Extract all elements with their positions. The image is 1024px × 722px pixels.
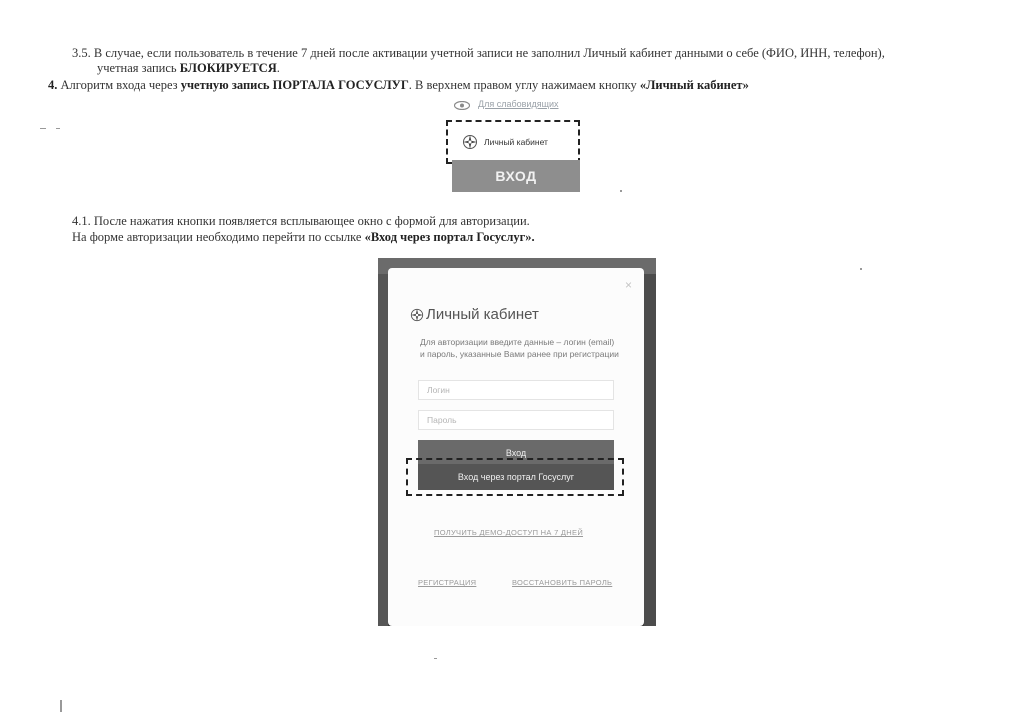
close-icon[interactable]: × xyxy=(624,278,632,292)
scan-speck xyxy=(56,128,60,129)
login-button-snippet[interactable]: ВХОД xyxy=(452,160,580,192)
eye-icon xyxy=(454,101,470,110)
login-input[interactable]: Логин xyxy=(418,380,614,400)
paragraph-3-5-line-1: 3.5. В случае, если пользователь в течение 7 дней после активации учетной записи не заполнил Личный кабинет данными о себе (ФИО, ИНН, телефон), xyxy=(72,46,885,60)
accessibility-link[interactable]: Для слабовидящих xyxy=(478,99,559,109)
p4-bold-a: учетную запись ПОРТАЛА ГОСУСЛУГ xyxy=(180,78,409,92)
restore-password-link[interactable]: ВОССТАНОВИТЬ ПАРОЛЬ xyxy=(512,578,613,587)
scan-speck xyxy=(40,128,46,129)
p41-bold-link: «Вход через портал Госуслуг». xyxy=(364,230,535,244)
compass-rose-icon xyxy=(462,134,478,150)
p41-prefix: На форме авторизации необходимо перейти по ссылке xyxy=(72,230,365,244)
login-modal-screenshot xyxy=(378,258,656,626)
login-modal xyxy=(388,268,644,626)
login-button[interactable]: Вход xyxy=(418,440,614,466)
background-left xyxy=(378,274,388,626)
p35-blocked-word: БЛОКИРУЕТСЯ xyxy=(179,61,277,75)
modal-title: Личный кабинет xyxy=(426,306,539,323)
paragraph-3-5-line-2 xyxy=(97,61,280,76)
personal-cabinet-label: Личный кабинет xyxy=(484,137,548,147)
register-link[interactable]: РЕГИСТРАЦИЯ xyxy=(418,578,477,587)
paragraph-4-1-line-2 xyxy=(72,230,535,245)
personal-cabinet-button[interactable] xyxy=(462,134,548,150)
paragraph-4 xyxy=(48,78,749,93)
p35-suffix: . xyxy=(276,61,280,75)
compass-rose-icon xyxy=(410,308,424,322)
gosuslugi-login-button[interactable]: Вход через портал Госуслуг xyxy=(418,464,614,490)
p4-text-a: Алгоритм входа через xyxy=(60,78,181,92)
modal-description: Для авторизации введите данные – логин (email) и пароль, указанные Вами ранее при регистрации xyxy=(420,337,619,359)
paragraph-4-1-line-1: 4.1. После нажатия кнопки появляется всплывающее окно с формой для авторизации. xyxy=(72,214,530,228)
password-input[interactable]: Пароль xyxy=(418,410,614,430)
background-right xyxy=(644,274,656,626)
header-snippet-screenshot xyxy=(444,98,586,196)
p4-text-b: . В верхнем правом углу нажимаем кнопку xyxy=(408,78,640,92)
demo-access-link[interactable]: ПОЛУЧИТЬ ДЕМО-ДОСТУП НА 7 ДНЕЙ xyxy=(434,528,584,537)
scan-speck xyxy=(434,658,437,659)
p4-number: 4. xyxy=(48,78,58,92)
p35-prefix: учетная запись xyxy=(97,61,180,75)
scan-speck xyxy=(620,190,622,192)
scan-speck xyxy=(60,700,62,712)
p4-bold-b: «Личный кабинет» xyxy=(639,78,749,92)
scan-speck xyxy=(860,268,862,270)
